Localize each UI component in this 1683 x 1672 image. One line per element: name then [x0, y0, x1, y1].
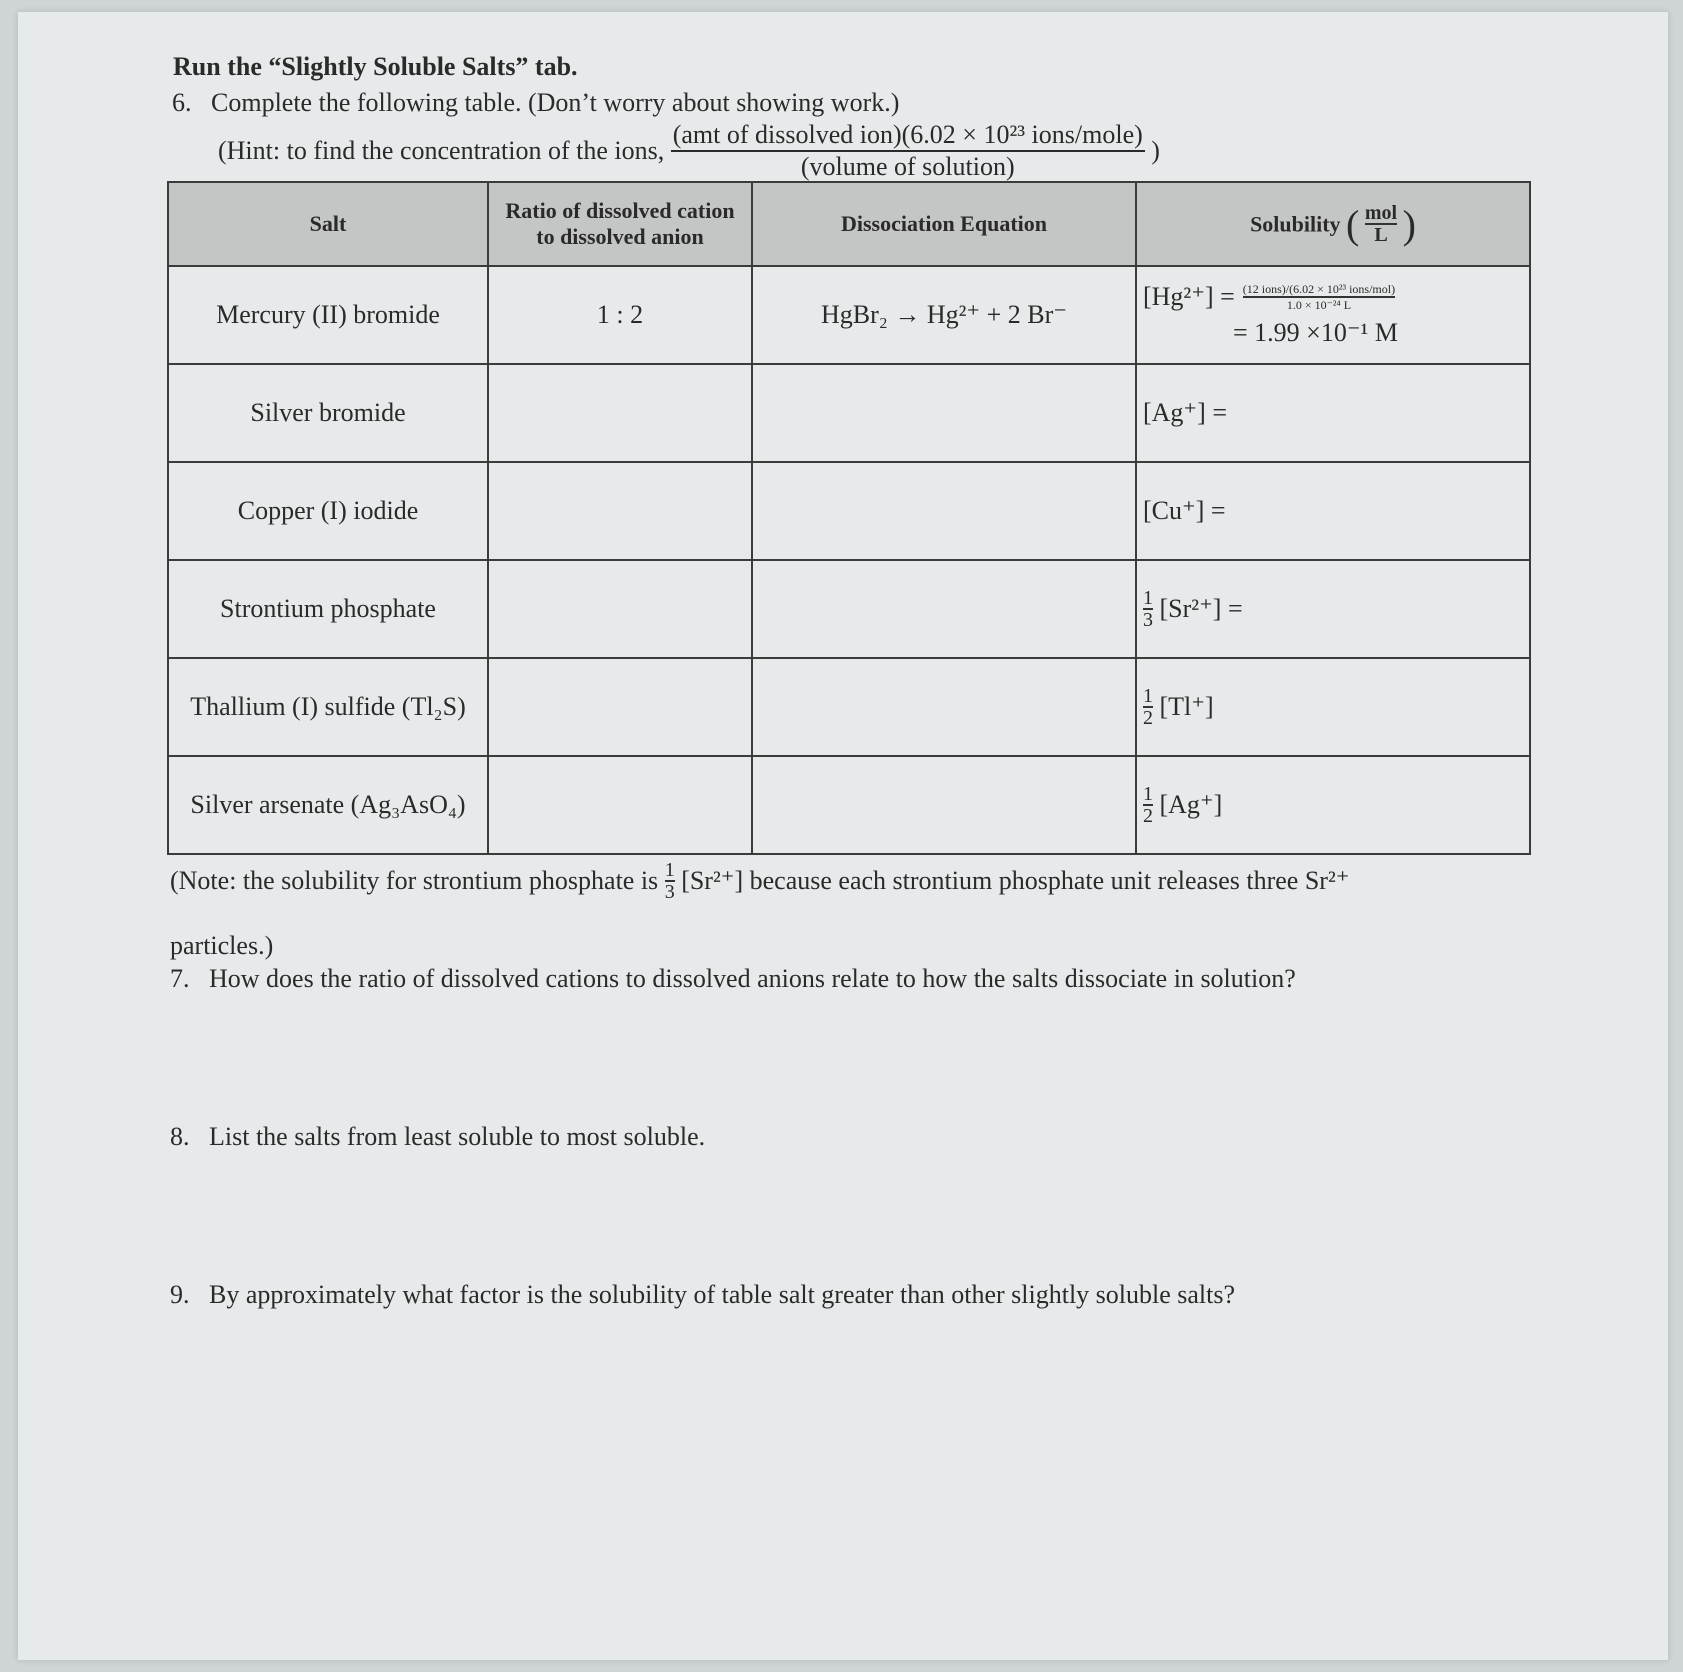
cell-salt: Silver bromide: [168, 364, 488, 462]
sol-expression: [Hg²⁺] =: [1143, 282, 1235, 311]
sol-expression: [Cu⁺] =: [1143, 496, 1226, 525]
solubility-table: [167, 181, 1531, 855]
question-number: 7.: [170, 964, 190, 993]
sol-fraction-denominator: 1.0 × 10⁻²⁴ L: [1286, 298, 1352, 312]
table-header-row: [168, 182, 1530, 266]
coef-numerator: 1: [1143, 783, 1153, 805]
sol-fraction: [1243, 282, 1395, 312]
note-frac-numerator: 1: [664, 859, 675, 881]
cell-solubility[interactable]: [1136, 658, 1530, 756]
table-row: [168, 756, 1530, 854]
question-7: [170, 964, 1296, 994]
header-solubility-label: Solubility: [1250, 211, 1341, 236]
note-frac-denominator: 3: [664, 881, 675, 903]
cell-salt: Silver arsenate (Ag₃AsO₄): [168, 756, 488, 854]
coef-denominator: 3: [1143, 609, 1153, 631]
hint-fraction: [671, 120, 1145, 182]
coef-numerator: 1: [1143, 685, 1153, 707]
cell-ratio[interactable]: [488, 462, 752, 560]
cell-ratio[interactable]: [488, 756, 752, 854]
hint-numerator: (amt of dissolved ion)(6.02 × 10²³ ions/mole): [671, 120, 1145, 152]
header-equation: Dissociation Equation: [752, 182, 1136, 266]
question-8: [170, 1122, 705, 1152]
sol-fraction-numerator: (12 ions)/(6.02 × 10²³ ions/mol): [1242, 282, 1396, 296]
cell-equation[interactable]: [752, 364, 1136, 462]
cell-ratio[interactable]: [488, 364, 752, 462]
intro-instruction: Run the “Slightly Soluble Salts” tab.: [173, 52, 578, 81]
cell-salt: Thallium (I) sulfide (Tl₂S): [168, 658, 488, 756]
question-text: Complete the following table. (Don’t worry about showing work.): [211, 88, 900, 117]
question-number: 8.: [170, 1122, 190, 1151]
cell-salt: Copper (I) iodide: [168, 462, 488, 560]
sol-expression: [Tl⁺]: [1159, 692, 1214, 721]
note-line2: particles.): [170, 931, 274, 960]
question-text: List the salts from least soluble to most soluble.: [209, 1122, 706, 1151]
note-prefix: (Note: the solubility for strontium phosphate is: [170, 866, 659, 895]
question-6: [172, 88, 899, 118]
note-suffix: [Sr²⁺] because each strontium phosphate unit releases three Sr²⁺: [681, 866, 1350, 895]
coef-denominator: 2: [1143, 707, 1153, 729]
header-solubility: [1136, 182, 1530, 266]
cell-equation[interactable]: [752, 462, 1136, 560]
note-fraction: [665, 860, 675, 902]
cell-ratio[interactable]: 1 : 2: [488, 266, 752, 364]
header-ratio-line1: Ratio of dissolved cation: [505, 198, 735, 223]
coef-numerator: 1: [1143, 587, 1153, 609]
sol-expression: [Sr²⁺] =: [1159, 594, 1243, 623]
header-ratio: [488, 182, 752, 266]
cell-solubility[interactable]: [1136, 462, 1530, 560]
cell-ratio[interactable]: [488, 560, 752, 658]
table-row: [168, 658, 1530, 756]
sol-expression: [Ag⁺]: [1159, 790, 1223, 819]
table-row: [168, 364, 1530, 462]
question-number: 6.: [172, 88, 192, 117]
cell-equation[interactable]: [752, 756, 1136, 854]
sol-coefficient: [1143, 588, 1153, 630]
cell-solubility[interactable]: [1136, 266, 1530, 364]
sol-coefficient: [1143, 686, 1153, 728]
table-row: [168, 462, 1530, 560]
hint-denominator: (volume of solution): [800, 152, 1015, 181]
cell-equation[interactable]: HgBr₂ → Hg²⁺ + 2 Br⁻: [752, 266, 1136, 364]
cell-equation[interactable]: [752, 560, 1136, 658]
sol-coefficient: [1143, 784, 1153, 826]
hint-suffix: ): [1151, 136, 1160, 165]
cell-salt: Mercury (II) bromide: [168, 266, 488, 364]
header-ratio-line2: to dissolved anion: [536, 224, 704, 249]
unit-paren-close: ): [1402, 201, 1416, 247]
question-number: 9.: [170, 1280, 190, 1309]
question-9: [170, 1280, 1235, 1310]
coef-denominator: 2: [1143, 805, 1153, 827]
table-row: [168, 560, 1530, 658]
hint-prefix: (Hint: to find the concentration of the ions,: [218, 136, 665, 165]
question-text: By approximately what factor is the solubility of table salt greater than other slightly soluble salts?: [209, 1280, 1236, 1309]
hint: [218, 120, 1160, 182]
cell-solubility[interactable]: [1136, 756, 1530, 854]
unit-paren-open: (: [1346, 201, 1360, 247]
cell-solubility[interactable]: [1136, 364, 1530, 462]
unit-numerator: mol: [1364, 202, 1398, 224]
sol-expression: [Ag⁺] =: [1143, 398, 1227, 427]
question-text: How does the ratio of dissolved cations to dissolved anions relate to how the salts dissociate in solution?: [209, 964, 1296, 993]
note: [170, 860, 1349, 902]
header-salt: Salt: [168, 182, 488, 266]
cell-equation[interactable]: [752, 658, 1136, 756]
cell-ratio[interactable]: [488, 658, 752, 756]
table-row: [168, 266, 1530, 364]
cell-solubility[interactable]: [1136, 560, 1530, 658]
sol-result: = 1.99 ×10⁻¹ M: [1233, 318, 1398, 347]
cell-salt: Strontium phosphate: [168, 560, 488, 658]
unit-fraction: [1365, 203, 1397, 245]
unit-denominator: L: [1374, 224, 1388, 246]
